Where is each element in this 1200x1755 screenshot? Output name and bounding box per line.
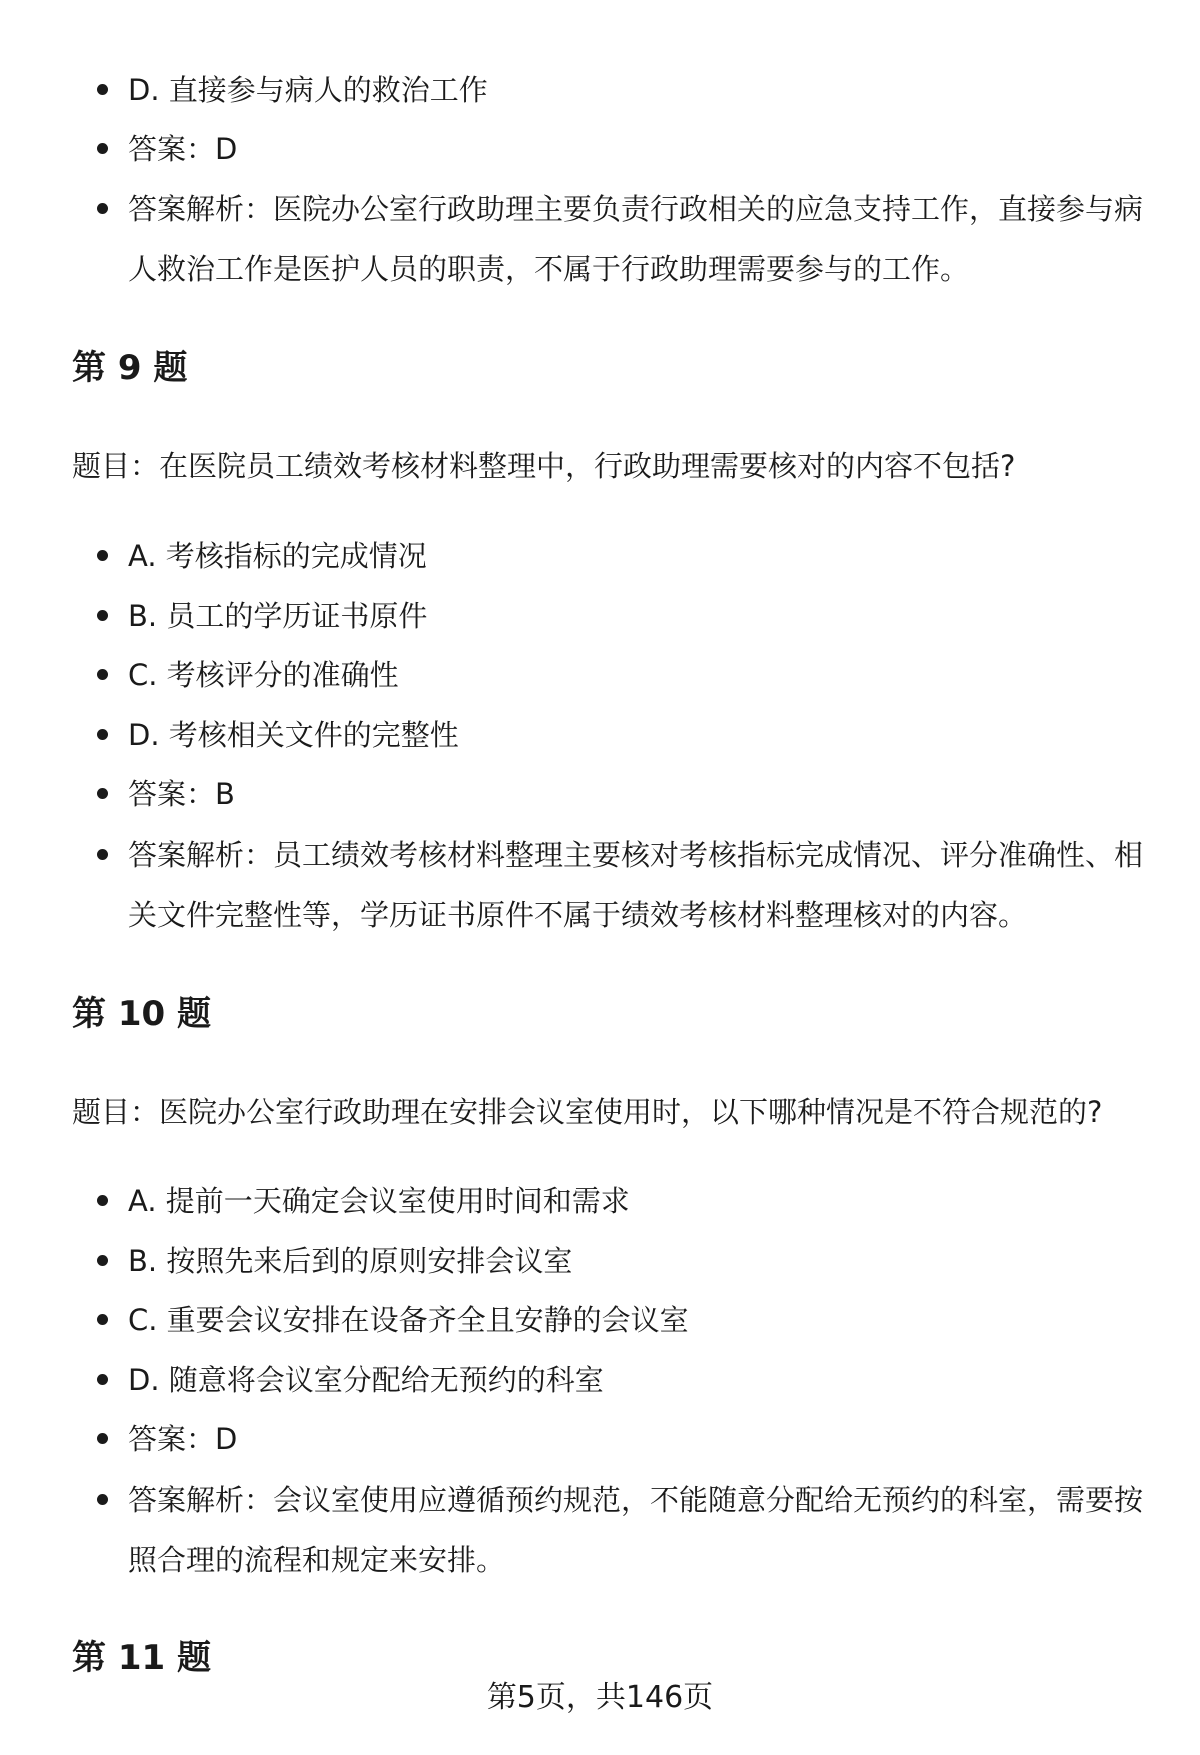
list-bullet	[97, 84, 108, 95]
answer: 答案：D	[128, 132, 238, 166]
question-heading: 第 9 题	[72, 348, 188, 388]
option-a: A. 提前一天确定会议室使用时间和需求	[128, 1184, 630, 1218]
list-bullet	[97, 849, 108, 860]
list-bullet	[97, 203, 108, 214]
question-heading: 第 11 题	[72, 1638, 211, 1678]
option-a: A. 考核指标的完成情况	[128, 539, 427, 573]
option-b: B. 按照先来后到的原则安排会议室	[128, 1244, 573, 1278]
question-heading: 第 10 题	[72, 994, 211, 1034]
list-bullet	[97, 1494, 108, 1505]
list-bullet	[97, 669, 108, 680]
option-b: B. 员工的学历证书原件	[128, 599, 428, 633]
list-bullet	[97, 1255, 108, 1266]
option-d: D. 直接参与病人的救治工作	[128, 73, 488, 107]
question-text: 题目：在医院员工绩效考核材料整理中，行政助理需要核对的内容不包括?	[72, 449, 1016, 483]
list-bullet	[97, 143, 108, 154]
list-bullet	[97, 729, 108, 740]
list-bullet	[97, 610, 108, 621]
list-bullet	[97, 1314, 108, 1325]
option-d: D. 随意将会议室分配给无预约的科室	[128, 1363, 604, 1397]
answer-explanation: 答案解析：会议室使用应遵循预约规范，不能随意分配给无预约的科室，需要按照合理的流程和规定来安排。	[128, 1483, 1144, 1577]
option-d: D. 考核相关文件的完整性	[128, 718, 459, 752]
list-bullet	[97, 1374, 108, 1385]
list-bullet	[97, 1195, 108, 1206]
option-c: C. 考核评分的准确性	[128, 658, 399, 692]
list-bullet	[97, 550, 108, 561]
page-footer: 第5页，共146页	[486, 1680, 714, 1715]
list-bullet	[97, 1433, 108, 1444]
answer-explanation: 答案解析：员工绩效考核材料整理主要核对考核指标完成情况、评分准确性、相关文件完整性等，学历证书原件不属于绩效考核材料整理核对的内容。	[128, 838, 1144, 932]
answer: 答案：B	[128, 777, 235, 811]
question-text: 题目：医院办公室行政助理在安排会议室使用时，以下哪种情况是不符合规范的?	[72, 1095, 1103, 1129]
option-c: C. 重要会议安排在设备齐全且安静的会议室	[128, 1303, 689, 1337]
list-bullet	[97, 788, 108, 799]
answer-explanation: 答案解析：医院办公室行政助理主要负责行政相关的应急支持工作，直接参与病人救治工作是医护人员的职责，不属于行政助理需要参与的工作。	[128, 192, 1144, 286]
answer: 答案：D	[128, 1422, 238, 1456]
